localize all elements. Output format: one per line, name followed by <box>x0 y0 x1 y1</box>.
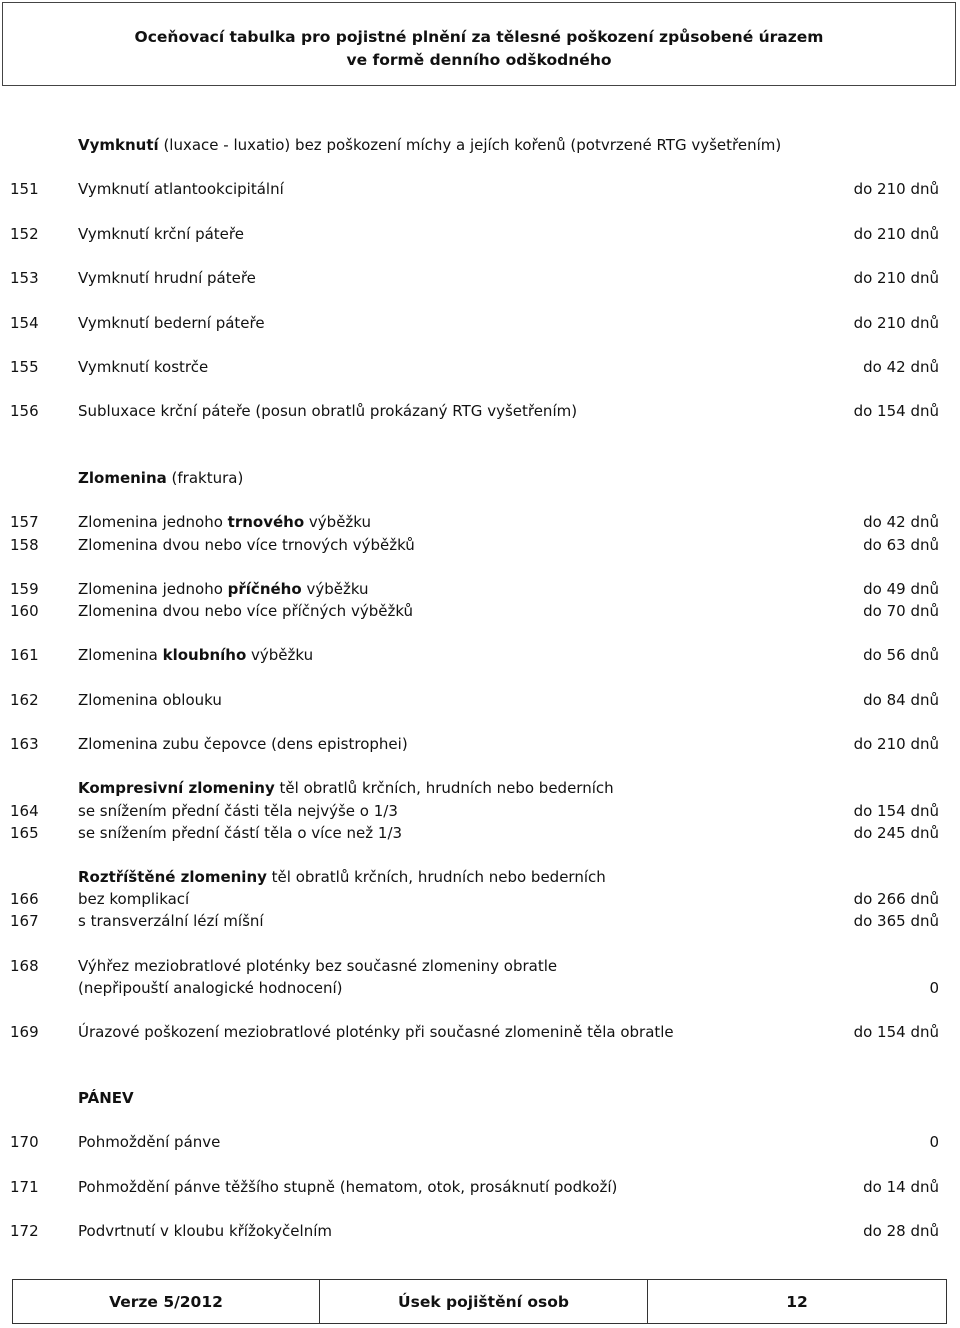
item-value: do 266 dnů <box>853 890 939 908</box>
section-heading-kompresivni <box>0 777 960 799</box>
item-number: 169 <box>10 1023 39 1041</box>
section-heading-zlomenina <box>0 467 960 489</box>
item-description: Zlomenina oblouku <box>78 691 222 709</box>
item-number: 162 <box>10 691 39 709</box>
table-row <box>0 733 960 755</box>
section-bold-label: PÁNEV <box>78 1089 134 1107</box>
item-number: 154 <box>10 314 39 332</box>
item-value: do 210 dnů <box>853 225 939 243</box>
table-row <box>0 267 960 289</box>
item-value: do 42 dnů <box>863 358 939 376</box>
footer-version: Verze 5/2012 <box>13 1280 320 1323</box>
item-description: se snížením přední částí těla o více než 1/3 <box>78 824 403 842</box>
item-value: do 84 dnů <box>863 691 939 709</box>
table-row <box>0 800 960 822</box>
table-row <box>0 178 960 200</box>
item-description: Podvrtnutí v kloubu křížokyčelním <box>78 1222 332 1240</box>
item-description: Subluxace krční páteře (posun obratlů prokázaný RTG vyšetřením) <box>78 402 578 420</box>
item-description-line-2: (nepřipouští analogické hodnocení) <box>78 979 343 997</box>
footer-page-number: 12 <box>786 1292 808 1311</box>
item-number: 161 <box>10 646 39 664</box>
section-bold-label: Zlomenina <box>78 469 167 487</box>
item-value: do 154 dnů <box>853 1023 939 1041</box>
item-number: 159 <box>10 580 39 598</box>
item-value: 0 <box>929 1133 939 1151</box>
item-description: Vymknutí bederní páteře <box>78 314 265 332</box>
table-row <box>0 511 960 533</box>
item-number: 165 <box>10 824 39 842</box>
item-number: 163 <box>10 735 39 753</box>
item-number: 166 <box>10 890 39 908</box>
item-description: Pohmoždění pánve <box>78 1133 221 1151</box>
item-value: do 49 dnů <box>863 580 939 598</box>
item-value: do 154 dnů <box>853 402 939 420</box>
item-description: Úrazové poškození meziobratlové ploténky při současné zlomenině těla obratle <box>78 1023 674 1041</box>
item-number: 151 <box>10 180 39 198</box>
section-bold-label: Roztříštěné zlomeniny <box>78 868 267 886</box>
footer-department: Úsek pojištění osob <box>320 1280 648 1323</box>
table-row <box>0 1220 960 1242</box>
item-description: Vymknutí atlantookcipitální <box>78 180 284 198</box>
table-row <box>0 534 960 556</box>
section-description: těl obratlů krčních, hrudních nebo bederních <box>274 779 614 797</box>
item-number: 160 <box>10 602 39 620</box>
table-row <box>0 1176 960 1198</box>
item-value: do 365 dnů <box>853 912 939 930</box>
item-description: Výhřez meziobratlové ploténky bez současné zlomeniny obratle <box>78 957 558 975</box>
table-row <box>0 1021 960 1043</box>
section-bold-label: Kompresivní zlomeniny <box>78 779 275 797</box>
item-description: Vymknutí kostrče <box>78 358 209 376</box>
item-value: do 56 dnů <box>863 646 939 664</box>
table-row-continuation <box>0 977 960 999</box>
item-description: Zlomenina dvou nebo více příčných výběžků <box>78 602 414 620</box>
section-description: (fraktura) <box>166 469 244 487</box>
table-row <box>0 223 960 245</box>
table-row <box>0 689 960 711</box>
item-description: Zlomenina zubu čepovce (dens epistrophei) <box>78 735 408 753</box>
item-value: do 42 dnů <box>863 513 939 531</box>
item-number: 156 <box>10 402 39 420</box>
page-footer <box>12 1279 947 1324</box>
section-heading-roztristene <box>0 866 960 888</box>
table-row <box>0 888 960 910</box>
item-number: 153 <box>10 269 39 287</box>
item-number: 164 <box>10 802 39 820</box>
item-description: bez komplikací <box>78 890 190 908</box>
table-row <box>0 356 960 378</box>
section-bold-label: Vymknutí <box>78 136 159 154</box>
table-row <box>0 312 960 334</box>
item-value: do 70 dnů <box>863 602 939 620</box>
table-row <box>0 578 960 600</box>
item-number: 157 <box>10 513 39 531</box>
item-description: Zlomenina jednoho trnového výběžku <box>78 513 372 531</box>
table-row <box>0 600 960 622</box>
item-value: 0 <box>929 979 939 997</box>
document-title-box <box>2 2 956 86</box>
item-description: Zlomenina kloubního výběžku <box>78 646 314 664</box>
item-number: 152 <box>10 225 39 243</box>
section-description: (luxace - luxatio) bez poškození míchy a jejích kořenů (potvrzené RTG vyšetřením) <box>158 136 782 154</box>
item-description: se snížením přední části těla nejvýše o 1/3 <box>78 802 398 820</box>
item-value: do 245 dnů <box>853 824 939 842</box>
item-description: Zlomenina dvou nebo více trnových výběžků <box>78 536 415 554</box>
section-heading-vymknuti <box>0 134 960 156</box>
item-description: Vymknutí hrudní páteře <box>78 269 256 287</box>
item-value: do 28 dnů <box>863 1222 939 1240</box>
item-value: do 154 dnů <box>853 802 939 820</box>
item-value: do 210 dnů <box>853 180 939 198</box>
item-number: 158 <box>10 536 39 554</box>
item-description: Vymknutí krční páteře <box>78 225 244 243</box>
item-description: Pohmoždění pánve těžšího stupně (hematom, otok, prosáknutí podkoží) <box>78 1178 618 1196</box>
item-value: do 63 dnů <box>863 536 939 554</box>
item-description: s transverzální lézí míšní <box>78 912 264 930</box>
table-row <box>0 910 960 932</box>
item-number: 155 <box>10 358 39 376</box>
table-row <box>0 822 960 844</box>
item-value: do 210 dnů <box>853 314 939 332</box>
item-value: do 14 dnů <box>863 1178 939 1196</box>
item-description: Zlomenina jednoho příčného výběžku <box>78 580 369 598</box>
section-heading-panev <box>0 1087 960 1109</box>
item-value: do 210 dnů <box>853 735 939 753</box>
item-number: 170 <box>10 1133 39 1151</box>
table-row <box>0 644 960 666</box>
title-line-1: Oceňovací tabulka pro pojistné plnění za tělesné poškození způsobené úrazem <box>134 28 824 46</box>
table-row <box>0 1131 960 1153</box>
item-number: 167 <box>10 912 39 930</box>
item-number: 171 <box>10 1178 39 1196</box>
table-row <box>0 955 960 977</box>
item-value: do 210 dnů <box>853 269 939 287</box>
table-row <box>0 400 960 422</box>
item-number: 172 <box>10 1222 39 1240</box>
item-number: 168 <box>10 957 39 975</box>
section-description: těl obratlů krčních, hrudních nebo bederních <box>266 868 606 886</box>
title-line-2: ve formě denního odškodného <box>346 51 612 69</box>
